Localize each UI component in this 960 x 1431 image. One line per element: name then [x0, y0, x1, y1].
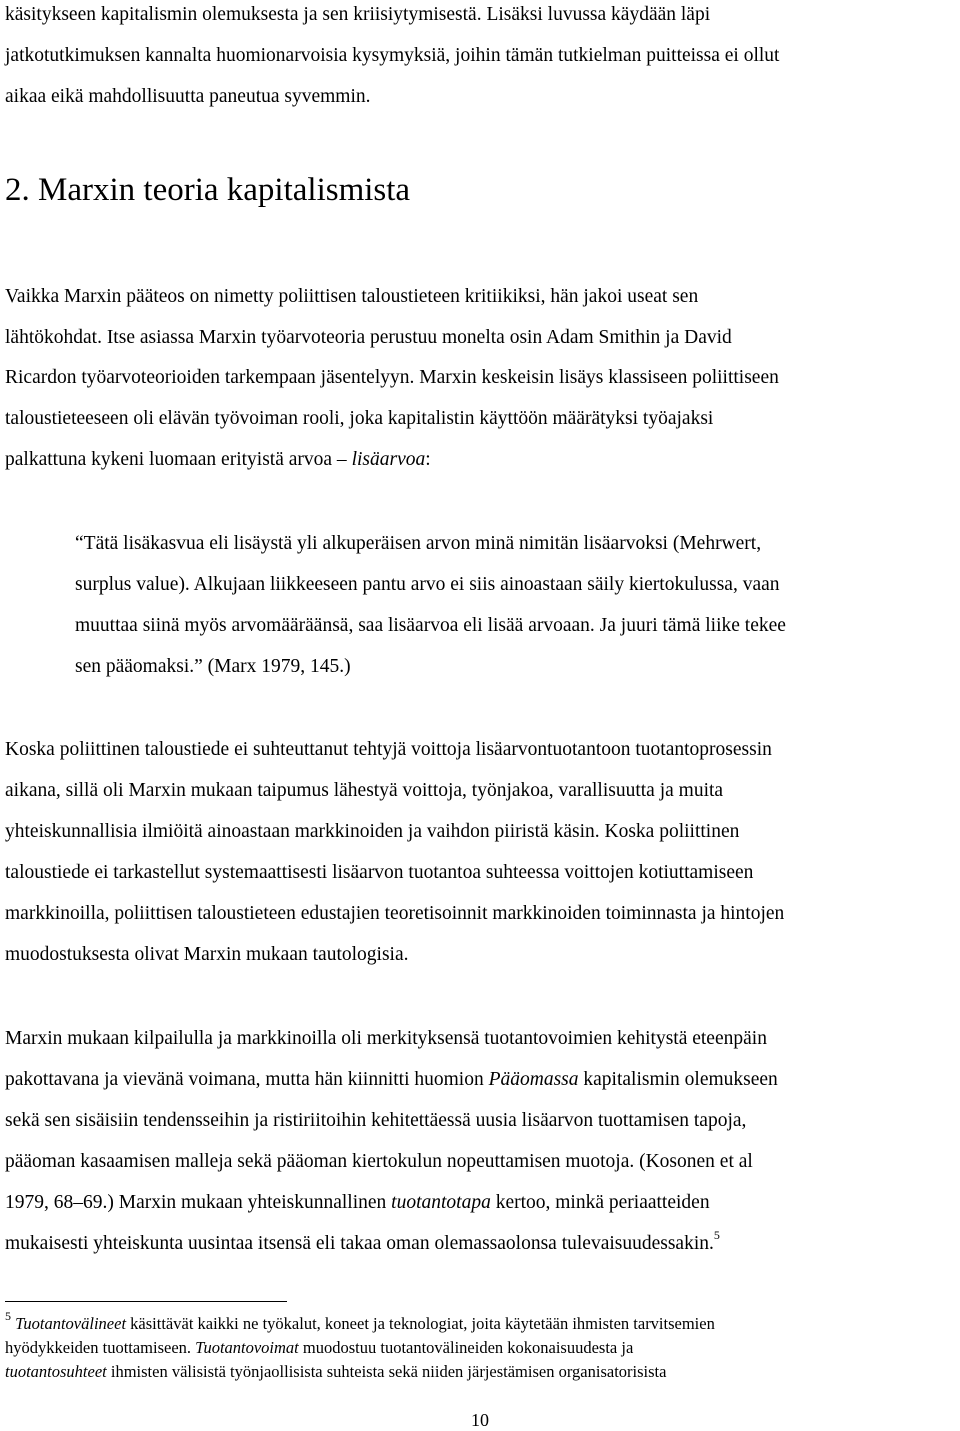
quote-line-4: sen pääomaksi.” (Marx 1979, 145.): [75, 656, 351, 677]
paragraph-3-line-5-end: kertoo, minkä periaatteiden: [490, 1192, 710, 1213]
paragraph-3-line-4: pääoman kasaamisen malleja sekä pääoman kiertokulun nopeuttamisen muotoja. (Kosonen et al: [5, 1151, 753, 1172]
paragraph-2-line-2: aikana, sillä oli Marxin mukaan taipumus lähestyä voittoja, työnjakoa, varallisuutta ja muita: [5, 780, 724, 801]
paragraph-3-line-2-end: kapitalismin olemukseen: [578, 1069, 778, 1090]
paragraph-3-line-6: [5, 1227, 720, 1256]
footnote-line-2-text: hyödykkeiden tuottamiseen.: [5, 1338, 196, 1357]
emphasis-lisaarvoa: lisäarvoa: [351, 449, 426, 470]
footnote-line-1-text: käsittävät kaikki ne työkalut, koneet ja teknologiat, joita käytetään ihmisten tarvitsemien: [126, 1314, 715, 1333]
section-heading: 2. Marxin teoria kapitalismista: [5, 172, 411, 208]
paragraph-1-line-1: Vaikka Marxin pääteos on nimetty poliittisen taloustieteen kritiikiksi, hän jakoi useat sen: [5, 286, 699, 307]
footnote-line-1: [5, 1308, 715, 1334]
emphasis-tuotantosuhteet: tuotantosuhteet: [5, 1362, 107, 1381]
paragraph-1-line-5-text: palkattuna kykeni luomaan erityistä arvoa –: [5, 449, 352, 470]
paragraph-1-line-5: [5, 448, 431, 472]
intro-line-3: aikaa eikä mahdollisuutta paneutua syvemmin.: [5, 86, 371, 107]
paragraph-3-line-5-text: 1979, 68–69.) Marxin mukaan yhteiskunnallinen: [5, 1192, 392, 1213]
paragraph-2-line-3: yhteiskunnallisia ilmiöitä ainoastaan markkinoiden ja vaihdon piiristä käsin. Koska poliittinen: [5, 821, 740, 842]
intro-line-1: käsitykseen kapitalismin olemuksesta ja sen kriisiytymisestä. Lisäksi luvussa käydään läpi: [5, 4, 711, 25]
page-number: 10: [471, 1410, 489, 1430]
paragraph-3-line-6-text: mukaisesti yhteiskunta uusintaa itsensä eli takaa oman olemassaolonsa tulevaisuudessakin.: [5, 1233, 714, 1254]
footnote-line-3: [5, 1362, 666, 1382]
emphasis-tuotantotapa: tuotantotapa: [391, 1192, 491, 1213]
paragraph-1-line-3: Ricardon työarvoteorioiden tarkempaan jäsentelyyn. Marxin keskeisin lisäys klassiseen poliittiseen: [5, 367, 779, 388]
footnote-reference[interactable]: 5: [713, 1227, 720, 1242]
paragraph-1-line-2: lähtökohdat. Itse asiassa Marxin työarvoteoria perustuu monelta osin Adam Smithin ja David: [5, 327, 732, 348]
footnote-line-3-text: ihmisten välisistä työnjaollisista suhteista sekä niiden järjestämisen organisatorisista: [106, 1362, 667, 1381]
quote-line-3: muuttaa siinä myös arvomääräänsä, saa lisäarvoa eli lisää arvoaan. Ja juuri tämä liike tekee: [75, 615, 786, 636]
footnote-separator: [5, 1301, 287, 1302]
paragraph-2-line-1: Koska poliittinen taloustiede ei suhteuttanut tehtyjä voittoja lisäarvontuotantoon tuotantoprosessin: [5, 739, 772, 760]
paragraph-3-line-2: [5, 1068, 778, 1092]
emphasis-paaomassa: Pääomassa: [488, 1069, 579, 1090]
footnote-line-2: [5, 1338, 633, 1358]
emphasis-tuotantovoimat: Tuotantovoimat: [195, 1338, 299, 1357]
paragraph-1-line-4: taloustieteeseen oli elävän työvoiman rooli, joka kapitalistin käyttöön määrätyksi työajaksi: [5, 408, 714, 429]
paragraph-3-line-5: [5, 1191, 710, 1215]
footnote-line-2-end: muodostuu tuotantovälineiden kokonaisuudesta ja: [298, 1338, 634, 1357]
footnote-marker: 5: [5, 1308, 11, 1323]
paragraph-3-line-1: Marxin mukaan kilpailulla ja markkinoilla oli merkityksensä tuotantovoimien kehitystä eteenpäin: [5, 1028, 767, 1049]
paragraph-2-line-4: taloustiede ei tarkastellut systemaattisesti lisäarvon tuotantoa suhteessa voittojen kotiuttamiseen: [5, 862, 754, 883]
emphasis-tuotantovalineet: Tuotantovälineet: [15, 1314, 127, 1333]
paragraph-3-line-3: sekä sen sisäisiin tendensseihin ja ristiriitoihin kehitettäessä uusia lisäarvon tuottamisen tapoja,: [5, 1110, 747, 1131]
quote-line-2: surplus value). Alkujaan liikkeeseen pantu arvo ei siis ainoastaan säily kiertokulussa, vaan: [75, 574, 780, 595]
paragraph-2-line-6: muodostuksesta olivat Marxin mukaan tautologisia.: [5, 944, 409, 965]
paragraph-1-line-5-end: :: [425, 449, 431, 470]
paragraph-2-line-5: markkinoilla, poliittisen taloustieteen edustajien teoretisoinnit markkinoiden toiminnasta ja hintojen: [5, 903, 785, 924]
intro-line-2: jatkotutkimuksen kannalta huomionarvoisia kysymyksiä, joihin tämän tutkielman puitteissa ei ollut: [5, 45, 780, 66]
quote-line-1: “Tätä lisäkasvua eli lisäystä yli alkuperäisen arvon minä nimitän lisäarvoksi (Mehrwert,: [75, 533, 762, 554]
paragraph-3-line-2-text: pakottavana ja vievänä voimana, mutta hän kiinnitti huomion: [5, 1069, 489, 1090]
